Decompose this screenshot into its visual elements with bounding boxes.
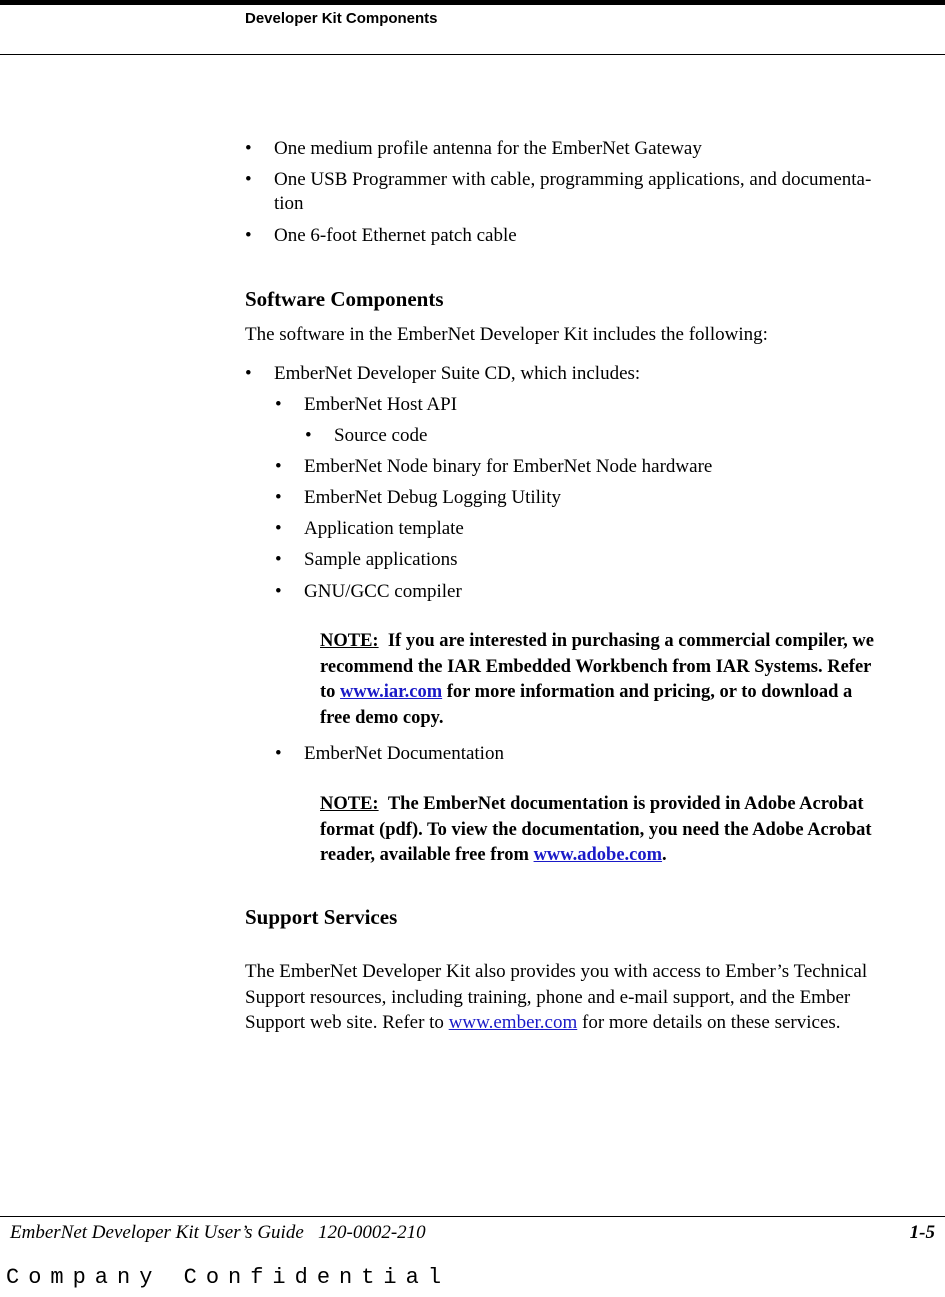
header-divider: [0, 54, 945, 55]
note-label: NOTE:: [320, 794, 379, 814]
footer-divider: [0, 1216, 945, 1217]
confidential-notice: Company Confidential: [6, 1265, 451, 1290]
bullet-icon: •: [245, 225, 252, 246]
iar-link[interactable]: www.iar.com: [340, 682, 443, 702]
support-paragraph: The EmberNet Developer Kit also provides you with access to Ember’s Technical Support resources, including training, phone and e-mail support, and the Ember Support web site. Refer to www.ember.com for more details on these services.: [245, 961, 868, 1033]
bullet-icon: •: [275, 743, 282, 764]
bullet-icon: •: [275, 549, 282, 570]
documentation-note: NOTE: The EmberNet documentation is provided in Adobe Acrobat format (pdf). To view the documentation, you need the Adobe Acrobat reader, available free from www.adobe.com.: [320, 794, 872, 865]
bullet-icon: •: [275, 487, 282, 508]
bullet-icon: •: [305, 425, 312, 446]
bullet-icon: •: [275, 581, 282, 602]
bullet-icon: •: [245, 138, 252, 159]
running-header-title: Developer Kit Components: [245, 10, 438, 27]
bullet-icon: •: [275, 518, 282, 539]
bullet-icon: •: [245, 363, 252, 384]
bullet-icon: •: [245, 169, 252, 190]
footer-guide-title: EmberNet Developer Kit User’s Guide 120-0002-210: [10, 1222, 426, 1243]
bullet-icon: •: [275, 394, 282, 415]
bullet-icon: •: [275, 456, 282, 477]
header-top-rule: [0, 0, 945, 5]
software-components-heading: Software Components: [245, 287, 444, 311]
page-number: 1-5: [909, 1222, 935, 1243]
compiler-note: NOTE: If you are interested in purchasing a commercial compiler, we recommend the IAR Embedded Workbench from IAR Systems. Refer to www.iar.com for more information and pricing, or to download a free demo copy.: [320, 631, 874, 728]
note-label: NOTE:: [320, 631, 379, 651]
software-intro: The software in the EmberNet Developer Kit includes the following:: [245, 324, 768, 345]
adobe-link[interactable]: www.adobe.com: [533, 845, 663, 865]
support-services-heading: Support Services: [245, 905, 398, 929]
ember-link[interactable]: www.ember.com: [448, 1012, 578, 1033]
